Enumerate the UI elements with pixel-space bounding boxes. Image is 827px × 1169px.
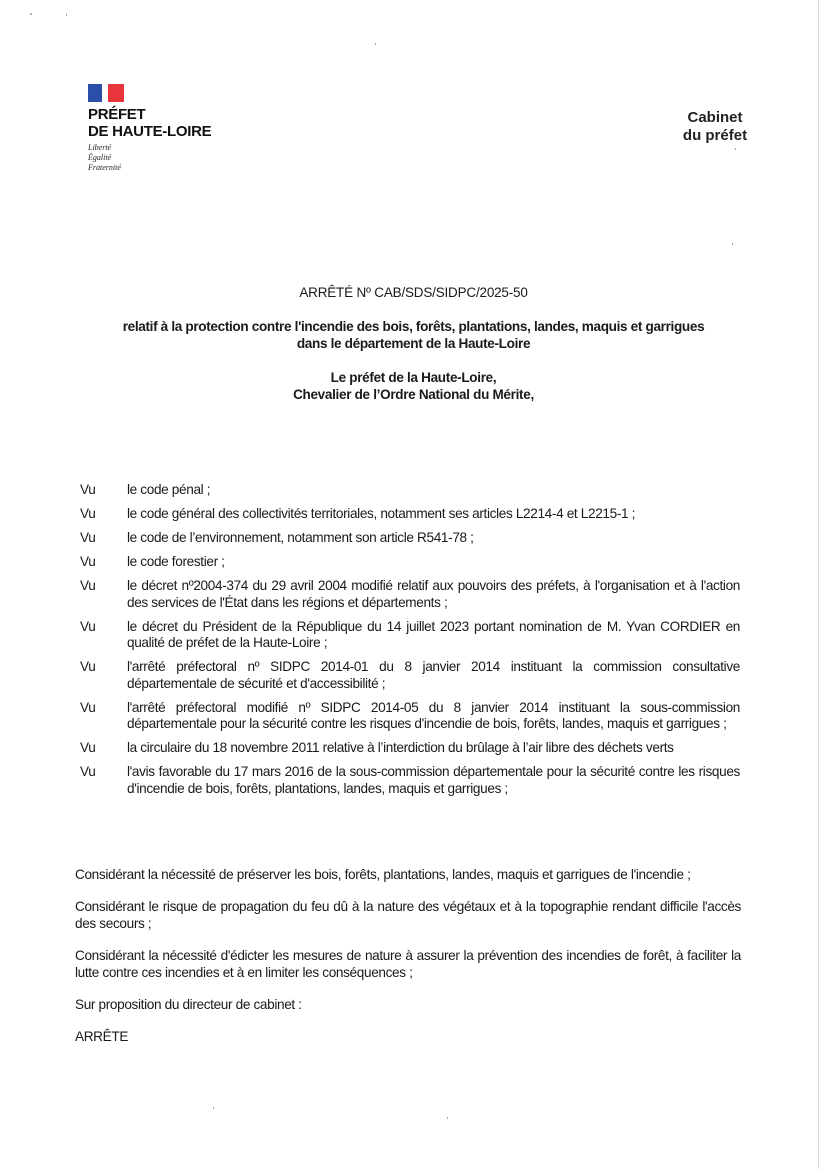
- authority-line1: Le préfet de la Haute-Loire,: [330, 370, 497, 385]
- visa-label: Vu: [80, 482, 96, 497]
- scan-speck: [732, 243, 733, 245]
- visa-label: Vu: [80, 659, 96, 674]
- arrete-number: ARRÊTÉ Nº CAB/SDS/SIDPC/2025-50: [299, 285, 528, 300]
- visa-text: le code général des collectivités territoriales, notamment ses articles L2214-4 et L2215-1 ;: [127, 506, 636, 521]
- visa-text: le code de l’environnement, notamment son article R541-78 ;: [127, 530, 474, 545]
- service-label: [660, 109, 770, 145]
- visa-item: [80, 659, 740, 692]
- arrete-subject: [0, 318, 827, 352]
- subject-line2: dans le département de la Haute-Loire: [296, 336, 531, 351]
- visa-text: l'arrêté préfectoral modifié nº SIDPC 2014-05 du 8 janvier 2014 instituant la sous-commission départementale pour la sécurité contre les risques d'incendie de bois, forêts, landes, maquis et garrigues ;: [127, 699, 740, 731]
- visa-label: Vu: [80, 506, 96, 521]
- visa-text: la circulaire du 18 novembre 2011 relative à l’interdiction du brûlage à l’air libre des déchets verts: [127, 740, 674, 755]
- visa-text: l'avis favorable du 17 mars 2016 de la sous-commission départementale pour la sécurité contre les risques d'incendie de bois, forêts, plantations, landes, maquis et garrigues ;: [127, 764, 740, 796]
- subject-line1: relatif à la protection contre l'incendie des bois, forêts, plantations, landes, maquis et garrigues: [122, 319, 705, 334]
- signing-authority: [0, 369, 827, 403]
- flag-red-band: [108, 84, 124, 102]
- motto-fraternite: Fraternité: [88, 163, 121, 172]
- motto-liberte: Liberté: [88, 143, 112, 152]
- considerant-paragraph: Considérant le risque de propagation du feu dû à la nature des végétaux et à la topographie rendant difficile l'accès des secours ;: [75, 899, 741, 931]
- service-label-line2: du préfet: [682, 127, 748, 144]
- visa-label: Vu: [80, 578, 96, 593]
- visa-label: Vu: [80, 699, 96, 715]
- visa-text: le code forestier ;: [127, 554, 225, 569]
- visa-label: Vu: [80, 618, 96, 634]
- scan-speck: [735, 148, 736, 150]
- decision-heading: ARRÊTE: [75, 1029, 129, 1044]
- scan-speck: [30, 13, 32, 15]
- considerant-paragraph: Considérant la nécessité de préserver les bois, forêts, plantations, landes, maquis et garrigues de l'incendie ;: [75, 867, 691, 882]
- proposition-line: Sur proposition du directeur de cabinet :: [75, 997, 302, 1012]
- visa-label: Vu: [80, 740, 96, 755]
- french-flag-icon: [88, 84, 124, 102]
- visa-item: [80, 554, 740, 571]
- visa-text: le décret du Président de la République du 14 juillet 2023 portant nomination de M. Yvan CORDIER en qualité de préfet de la Haute-Loire ;: [127, 618, 740, 650]
- scan-speck: [447, 1117, 448, 1119]
- visa-item: [80, 530, 740, 547]
- flag-blue-band: [88, 84, 102, 102]
- scan-page-edge: [818, 0, 819, 1169]
- visa-item: [80, 578, 740, 611]
- visa-text: l'arrêté préfectoral nº SIDPC 2014-01 du 8 janvier 2014 instituant la commission consultative départementale de sécurité et d'accessibilité ;: [127, 659, 740, 691]
- prefecture-logo: [88, 84, 248, 173]
- considerants-section: [75, 866, 741, 1045]
- visa-item: [80, 740, 740, 757]
- prefecture-name-line1: PRÉFET: [88, 106, 146, 123]
- prefecture-name-line2: DE HAUTE-LOIRE: [88, 123, 212, 140]
- scan-speck: [375, 43, 376, 45]
- visa-label: Vu: [80, 764, 96, 779]
- visa-item: [80, 506, 740, 523]
- scan-speck: [213, 1107, 214, 1109]
- visa-item: [80, 482, 740, 499]
- visa-text: le code pénal ;: [127, 482, 211, 497]
- visa-item: [80, 619, 740, 652]
- considerant-paragraph: Considérant la nécessité d'édicter les mesures de nature à assurer la prévention des incendies de forêt, à faciliter la lutte contre ces incendies et à en limiter les conséquences ;: [75, 948, 741, 980]
- republic-motto: [88, 143, 248, 173]
- motto-egalite: Égalité: [88, 153, 112, 162]
- visa-label: Vu: [80, 554, 96, 569]
- visa-item: [80, 764, 740, 797]
- visa-text: le décret nº2004-374 du 29 avril 2004 modifié relatif aux pouvoirs des préfets, à l'organisation et à l'action des services de l'État dans les régions et départements ;: [127, 578, 740, 610]
- authority-line2: Chevalier de l’Ordre National du Mérite,: [293, 387, 534, 402]
- visa-label: Vu: [80, 530, 96, 545]
- visas-list: [80, 482, 740, 805]
- visa-item: [80, 700, 740, 733]
- scan-speck: [66, 14, 67, 16]
- service-label-line1: Cabinet: [687, 109, 743, 126]
